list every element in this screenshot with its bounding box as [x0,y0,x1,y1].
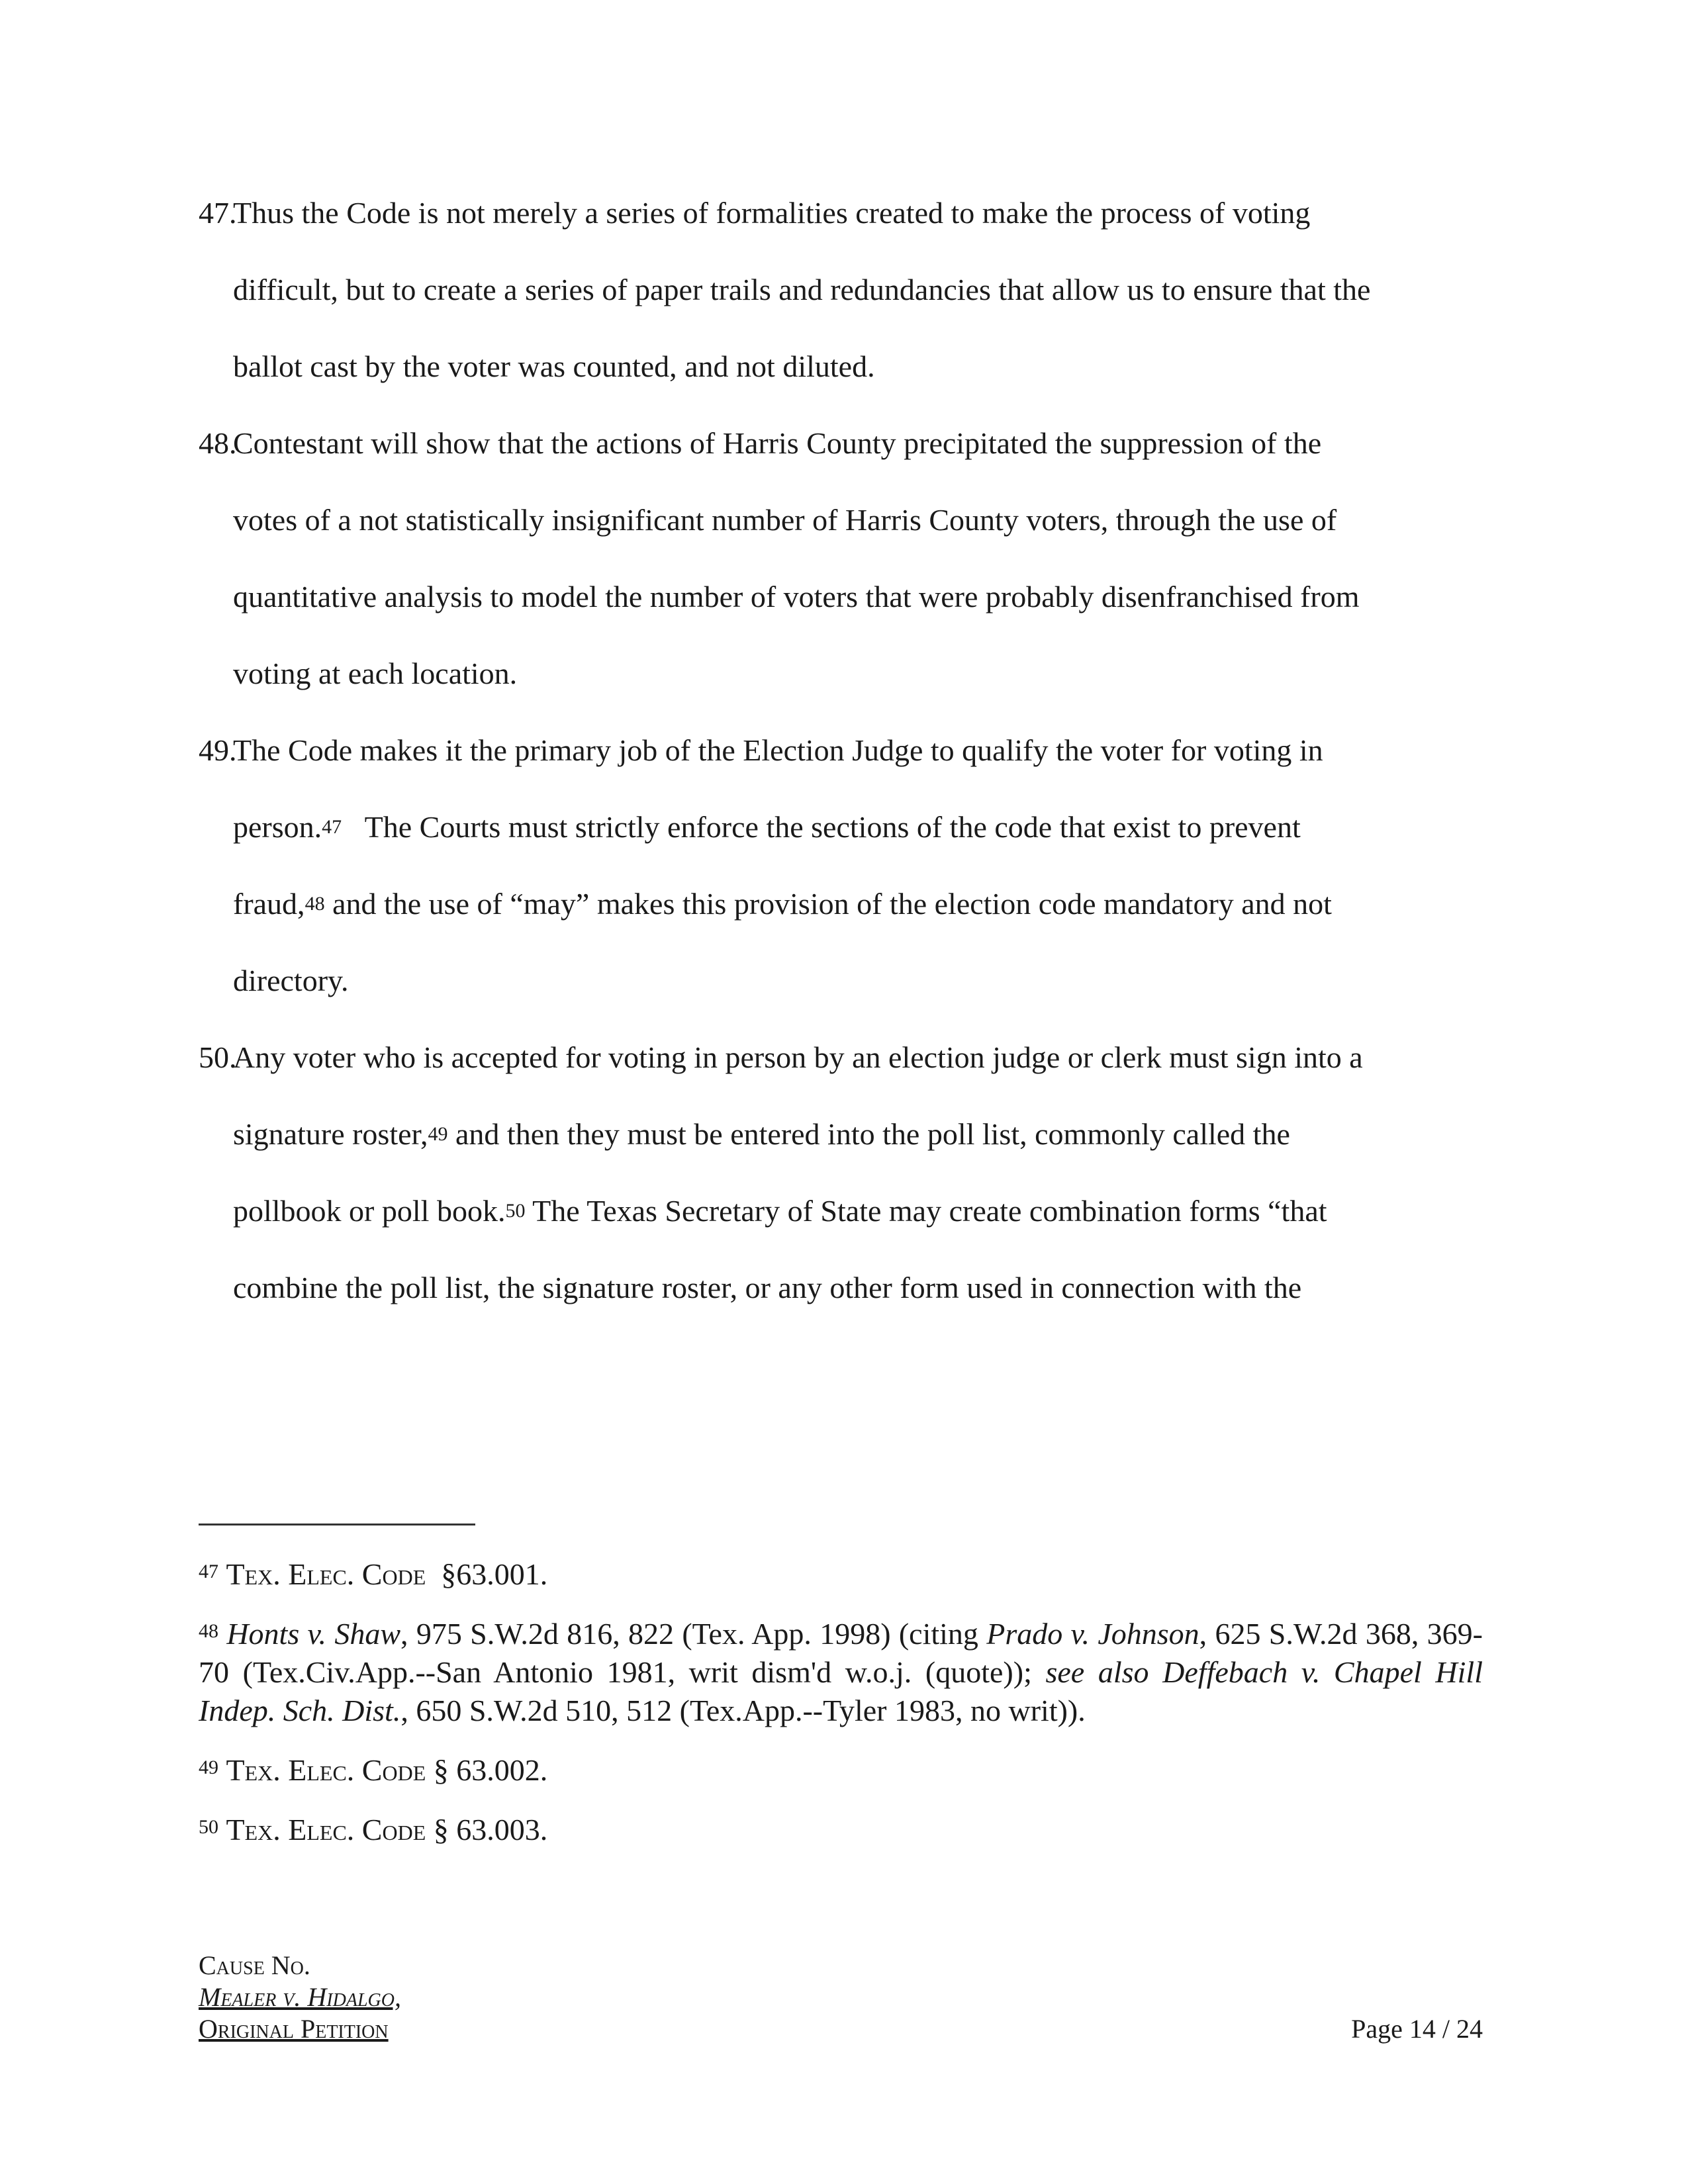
cause-number: Cause No. [199,1950,310,1980]
paragraph-line: ballot cast by the voter was counted, and not diluted. [233,349,875,383]
paragraph-49 [199,712,1483,1019]
text-run: and then they must be entered into the poll list, commonly called the [455,1117,1290,1151]
footnote-number: 47 [199,1561,218,1582]
case-name: Deffebach v. Chapel Hill Indep. Sch. Dist. [199,1655,1483,1727]
paragraph-line: voting at each location. [233,657,518,690]
paragraph-line: votes of a not statistically insignificant number of Harris County voters, through the use of [233,503,1337,537]
paragraph-line: difficult, but to create a series of paper trails and redundancies that allow us to ensure that the [233,273,1371,306]
paragraph-line [233,1096,1483,1173]
footnote-48 [199,1615,1483,1730]
paragraph-number: 47. [199,196,237,230]
statute-section: § 63.002. [433,1753,548,1787]
paragraph-line [233,789,1483,866]
footnote-separator [199,1524,475,1525]
paragraph-line: combine the poll list, the signature roster, or any other form used in connection with the [233,1271,1302,1304]
page-footer [199,1950,401,2045]
paragraph-47 [199,175,1483,405]
citation-text: , 625 S.W.2d 368, 369-70 (Tex.Civ.App.--San Antonio 1981, writ dism'd w.o.j. (quote)); [199,1617,1483,1689]
footnote-49 [199,1751,1483,1790]
footnote-47 [199,1555,1483,1594]
statute-code: Tex. Elec. Code [226,1557,426,1591]
footnote-number: 48 [199,1620,218,1642]
paragraph-48 [199,405,1483,712]
footnote-number: 49 [199,1756,218,1778]
paragraph-line: Any voter who is accepted for voting in person by an election judge or clerk must sign into a [233,1040,1363,1074]
paragraph-line: Contestant will show that the actions of Harris County precipitated the suppression of the [233,426,1322,460]
paragraph-line [233,866,1483,942]
statute-section: §63.001. [441,1557,548,1591]
footnotes [199,1555,1483,1870]
paragraph-number: 50. [199,1040,237,1074]
text-run: signature roster, [233,1117,428,1151]
text-run: and the use of “may” makes this provision of the election code mandatory and not [332,887,1332,921]
paragraph-line: The Code makes it the primary job of the Election Judge to qualify the voter for voting in [233,733,1323,767]
citation-text: , 650 S.W.2d 510, 512 (Tex.App.--Tyler 1983, no writ)). [400,1694,1086,1727]
footnote-ref-47[interactable]: 47 [322,816,342,838]
petition-body [199,175,1483,1326]
paragraph-50 [199,1019,1483,1326]
citation-signal: see also [1045,1655,1149,1689]
statute-code: Tex. Elec. Code [226,1813,426,1846]
footnote-number: 50 [199,1816,218,1838]
text-run: The Courts must strictly enforce the sections of the code that exist to prevent [364,810,1301,844]
paragraph-number: 49. [199,733,237,767]
paragraph-line: Thus the Code is not merely a series of formalities created to make the process of voting [233,196,1311,230]
page-number: Page 14 / 24 [1351,2014,1483,2044]
case-name: Prado v. Johnson [986,1617,1199,1651]
text-run: pollbook or poll book. [233,1194,506,1228]
statute-code: Tex. Elec. Code [226,1753,426,1787]
statute-section: § 63.003. [433,1813,548,1846]
text-run: The Texas Secretary of State may create combination forms “that [532,1194,1327,1228]
footnote-ref-50[interactable]: 50 [505,1200,526,1222]
paragraph-line: directory. [233,964,349,997]
text-run: person. [233,810,322,844]
case-caption: Mealer v. Hidalgo, [199,1982,401,2012]
paragraph-line: quantitative analysis to model the number of voters that were probably disenfranchised from [233,580,1360,614]
footnote-ref-48[interactable]: 48 [305,893,325,915]
case-name: Honts v. Shaw [226,1617,401,1651]
footnote-50 [199,1811,1483,1849]
footnote-ref-49[interactable]: 49 [428,1123,448,1145]
document-title: Original Petition [199,2014,389,2044]
paragraph-number: 48. [199,426,237,460]
paragraph-line [233,1173,1483,1250]
text-run: fraud, [233,887,305,921]
citation-text: , 975 S.W.2d 816, 822 (Tex. App. 1998) (citing [400,1617,987,1651]
